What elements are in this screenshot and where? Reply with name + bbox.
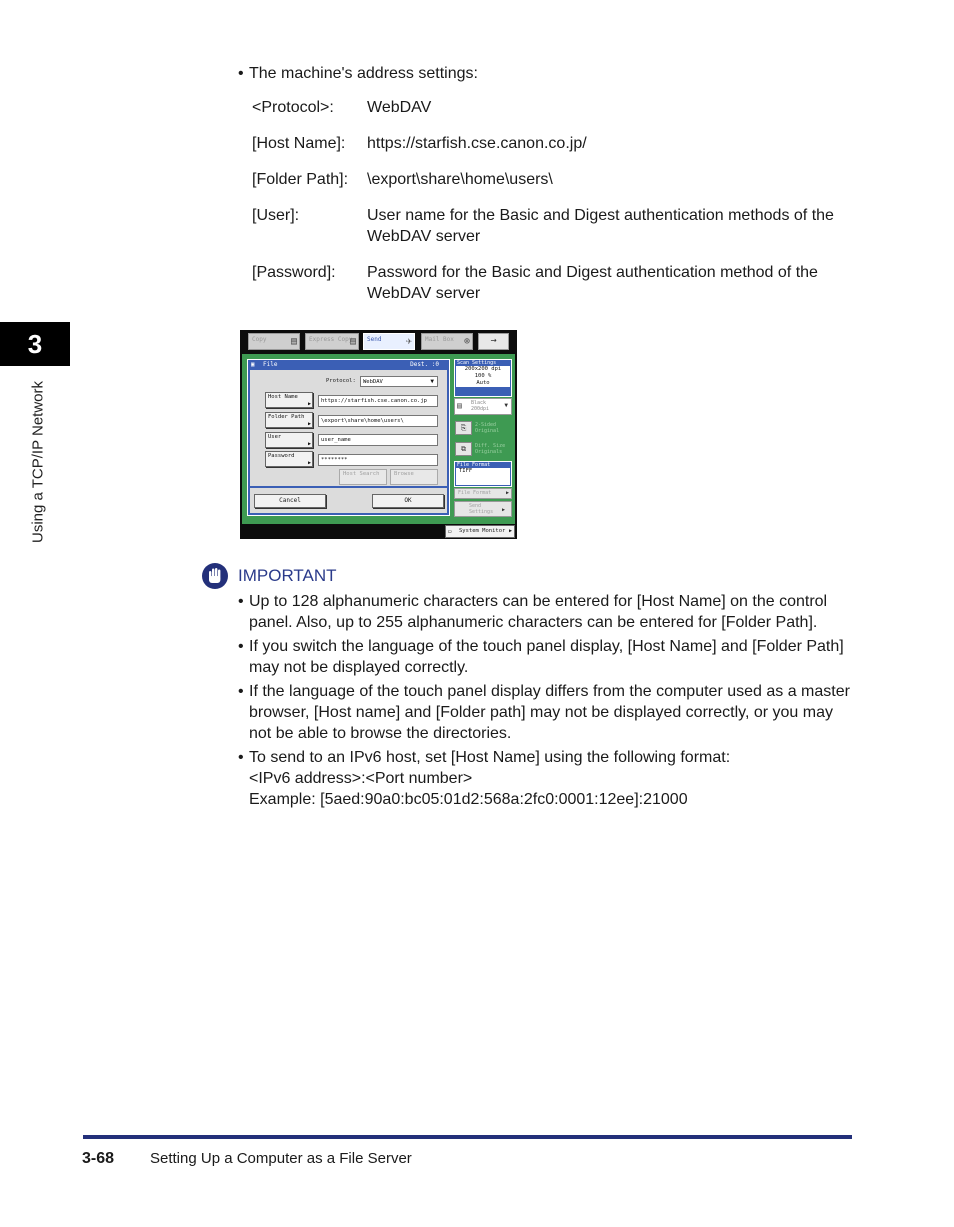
intro-line bbox=[238, 64, 478, 84]
send-settings-line1: Send bbox=[469, 503, 482, 509]
ipv6-line2: <IPv6 address>:<Port number> bbox=[249, 770, 473, 787]
file-frame bbox=[247, 359, 450, 516]
arrow-icon: ▶ bbox=[307, 460, 311, 466]
status-bar bbox=[240, 524, 517, 539]
more-tabs-arrow-icon[interactable]: → bbox=[478, 333, 509, 350]
color-mode-line1: Black bbox=[471, 400, 487, 406]
protocol-select[interactable] bbox=[360, 376, 438, 387]
page-number: 3-68 bbox=[82, 1150, 115, 1167]
send-settings-line2: Settings bbox=[469, 509, 494, 515]
user-button[interactable] bbox=[265, 432, 313, 448]
size-value: Auto bbox=[476, 380, 490, 386]
scan-settings-box[interactable] bbox=[454, 359, 512, 397]
color-mode-select[interactable] bbox=[454, 398, 512, 415]
important-list bbox=[238, 591, 858, 813]
chevron-down-icon: ▼ bbox=[430, 378, 434, 385]
setting-value-password: Password for the Basic and Digest authentication method of the WebDAV server bbox=[367, 264, 818, 302]
important-item-text: If you switch the language of the touch panel display, [Host Name] and [Folder Path] may not be displayed correctly. bbox=[249, 638, 844, 676]
setting-label-protocol: <Protocol>: bbox=[252, 99, 334, 116]
setting-value-user: User name for the Basic and Digest authentication methods of the WebDAV server bbox=[367, 207, 834, 245]
host-name-button-label: Host Name bbox=[268, 394, 298, 400]
important-item-text: If the language of the touch panel display differs from the computer used as a master browser, [Host name] and [Folder path] may not be displayed correctly, or you may not be able to browse the directories. bbox=[249, 683, 850, 742]
send-settings-button[interactable] bbox=[454, 501, 512, 517]
protocol-label: Protocol: bbox=[326, 378, 356, 384]
two-sided-line1: 2-Sided bbox=[475, 422, 497, 428]
chapter-number: 3 bbox=[27, 328, 43, 359]
system-monitor-icon: ▭ bbox=[448, 528, 452, 535]
setting-label-folder-path: [Folder Path]: bbox=[252, 171, 349, 188]
arrow-icon: ▶ bbox=[307, 421, 311, 427]
important-title: IMPORTANT bbox=[238, 566, 337, 585]
setting-label-host-name: [Host Name]: bbox=[252, 135, 346, 152]
bullet: • bbox=[238, 65, 244, 82]
file-format-button[interactable] bbox=[454, 488, 512, 499]
arrow-icon: ▶ bbox=[307, 401, 311, 407]
bullet: • bbox=[238, 593, 244, 610]
tab-express-copy[interactable] bbox=[305, 333, 359, 350]
setting-value-protocol: WebDAV bbox=[367, 99, 432, 116]
footer-title: Setting Up a Computer as a File Server bbox=[150, 1150, 412, 1167]
ok-button[interactable]: OK bbox=[372, 494, 444, 508]
section-side-label: Using a TCP/IP Network bbox=[29, 380, 47, 544]
important-item-text: Up to 128 alphanumeric characters can be entered for [Host Name] on the control panel. Also, up to 255 alphanumeric characters can be entered for [Folder Path]. bbox=[249, 593, 828, 631]
ipv6-line3: Example: [5aed:90a0:bc05:01d2:568a:2fc0:0001:12ee]:21000 bbox=[249, 791, 688, 808]
tab-send-label: Send bbox=[367, 336, 382, 343]
diff-size-icon: ⧉ bbox=[455, 442, 472, 456]
send-icon: ✈ bbox=[405, 336, 412, 347]
two-sided-icon: ⎘ bbox=[455, 421, 472, 435]
user-field[interactable]: user_name bbox=[318, 434, 438, 446]
tab-copy[interactable] bbox=[248, 333, 300, 350]
password-field[interactable]: ******** bbox=[318, 454, 438, 466]
list-item bbox=[238, 591, 858, 633]
system-monitor-button[interactable] bbox=[445, 525, 515, 538]
chevron-down-icon: ▼ bbox=[504, 402, 508, 409]
file-format-box bbox=[454, 461, 512, 487]
cancel-button[interactable]: Cancel bbox=[254, 494, 326, 508]
list-item bbox=[238, 636, 858, 678]
folder-path-field[interactable]: \export\share\home\users\ bbox=[318, 415, 438, 427]
list-item bbox=[238, 747, 858, 810]
two-sided-line2: Original bbox=[475, 428, 500, 434]
file-icon: ▣ bbox=[251, 361, 255, 368]
host-name-button[interactable] bbox=[265, 392, 313, 408]
two-sided-original-button[interactable] bbox=[454, 420, 512, 437]
arrow-icon: ▶ bbox=[508, 528, 512, 534]
user-button-label: User bbox=[268, 434, 282, 440]
file-form bbox=[250, 370, 447, 486]
panel-body bbox=[242, 354, 515, 524]
important-hand-icon bbox=[202, 563, 228, 589]
tab-copy-label: Copy bbox=[252, 336, 267, 343]
setting-value-folder-path: \export\share\home\users\ bbox=[367, 171, 553, 188]
touch-panel-screenshot bbox=[240, 330, 517, 539]
arrow-icon: ▶ bbox=[501, 507, 505, 513]
folder-path-button[interactable] bbox=[265, 412, 313, 428]
diff-size-line2: Originals bbox=[475, 449, 503, 455]
setting-label-user: [User]: bbox=[252, 207, 300, 224]
arrow-icon: ▶ bbox=[307, 441, 311, 447]
password-button-label: Password bbox=[268, 453, 295, 459]
color-mode-line2: 200dpi bbox=[471, 406, 490, 412]
copy-icon: ▤ bbox=[290, 336, 297, 347]
arrow-icon: ▶ bbox=[505, 490, 509, 496]
diff-size-originals-button[interactable] bbox=[454, 441, 512, 458]
bullet: • bbox=[238, 638, 244, 655]
host-name-field[interactable]: https://starfish.cse.canon.co.jp bbox=[318, 395, 438, 407]
scan-settings-values bbox=[456, 366, 510, 387]
file-format-value: TIFF bbox=[456, 468, 510, 485]
color-mode-icon: ▤ bbox=[457, 401, 462, 410]
bullet: • bbox=[238, 749, 244, 766]
password-button[interactable] bbox=[265, 451, 313, 467]
host-search-button[interactable]: Host Search bbox=[339, 469, 387, 485]
tab-express-copy-label: Express Copy bbox=[309, 336, 353, 343]
folder-path-button-label: Folder Path bbox=[268, 414, 305, 420]
ratio-value: 100 % bbox=[474, 373, 492, 379]
frame-footer bbox=[250, 488, 447, 513]
mail-box-icon: ⊚ bbox=[463, 336, 470, 347]
list-item bbox=[238, 681, 858, 744]
express-copy-icon: ▤ bbox=[349, 336, 356, 347]
diff-size-line1: Diff. Size bbox=[475, 443, 506, 449]
browse-button[interactable]: Browse bbox=[390, 469, 438, 485]
tab-mail-box[interactable] bbox=[421, 333, 473, 350]
tab-mail-box-label: Mail Box bbox=[425, 336, 454, 343]
chapter-tab bbox=[0, 322, 70, 366]
scan-settings-header: Scan Settings bbox=[457, 360, 497, 366]
tab-send[interactable] bbox=[363, 333, 415, 350]
setting-label-password: [Password]: bbox=[252, 264, 336, 281]
dest-count: Dest. :0 bbox=[410, 361, 439, 368]
system-monitor-label: System Monitor bbox=[459, 528, 506, 534]
intro-text: The machine's address settings: bbox=[249, 65, 478, 82]
bullet: • bbox=[238, 683, 244, 700]
frame-title: File bbox=[263, 361, 278, 368]
footer-rule bbox=[83, 1135, 852, 1139]
ipv6-line1: To send to an IPv6 host, set [Host Name] using the following format: bbox=[249, 749, 731, 766]
file-format-button-label: File Format bbox=[458, 490, 492, 496]
frame-header bbox=[248, 360, 449, 370]
resolution-value: 200x200 dpi bbox=[464, 366, 502, 372]
file-format-header: File Format bbox=[457, 462, 491, 468]
protocol-select-value: WebDAV bbox=[363, 379, 383, 385]
setting-value-host-name: https://starfish.cse.canon.co.jp/ bbox=[367, 135, 587, 152]
